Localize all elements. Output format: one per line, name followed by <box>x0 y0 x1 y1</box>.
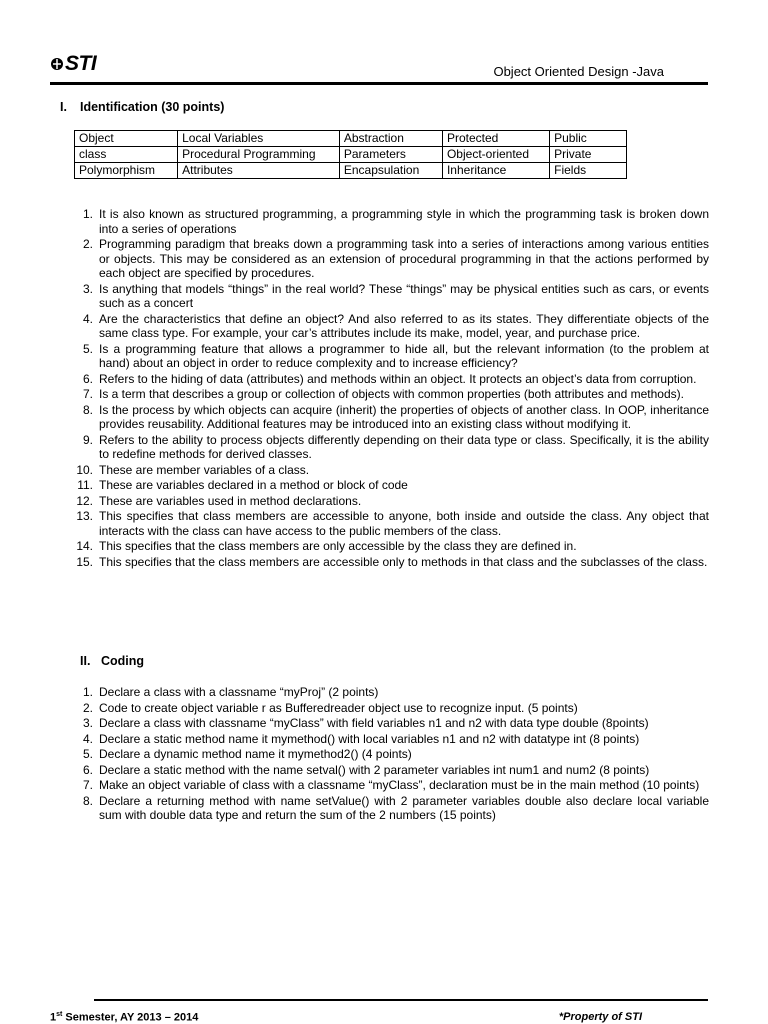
item-text: These are variables declared in a method or block of code <box>99 478 408 492</box>
item-text: Declare a static method name it mymethod() with local variables n1 and n2 with datatype int (8 points) <box>99 731 640 746</box>
header-divider <box>50 82 708 85</box>
item-text: Is the process by which objects can acquire (inherit) the properties of objects of another class. In OOP, inheritance provides reusability. Additional features may be introduced into an existing class without modifying it. <box>99 402 709 431</box>
term-cell: Abstraction <box>339 131 442 147</box>
item-text: Refers to the hiding of data (attributes) and methods within an object. It protects an object’s data from corruption. <box>99 371 697 386</box>
coding-heading <box>80 654 144 668</box>
term-cell: Procedural Programming <box>178 147 340 163</box>
list-item <box>60 282 709 311</box>
list-item <box>60 763 709 778</box>
item-number: 10. <box>76 462 93 477</box>
term-cell: Fields <box>550 163 627 179</box>
item-text: Is anything that models “things” in the real world? These “things” may be physical entities such as cars, or events such as a concert <box>99 281 709 310</box>
list-item <box>60 701 709 716</box>
term-cell: Object <box>75 131 178 147</box>
item-text: Are the characteristics that define an object? And also referred to as its states. They differentiate objects of the same class type. For example, your car’s attributes include its make, model, year, and purchase price. <box>99 311 709 340</box>
identification-number: I. <box>60 100 67 114</box>
item-number: 5. <box>82 341 93 356</box>
item-number: 2. <box>82 700 93 715</box>
item-text: This specifies that the class members are only accessible by the class they are defined in. <box>99 539 577 553</box>
term-cell: Encapsulation <box>339 163 442 179</box>
list-item <box>60 555 709 570</box>
list-item <box>60 747 709 762</box>
document-title: Object Oriented Design -Java <box>493 64 664 79</box>
item-number: 11. <box>77 478 93 492</box>
list-item <box>60 778 709 793</box>
list-item <box>60 372 709 387</box>
terms-row <box>75 147 627 163</box>
item-number: 1. <box>82 207 93 221</box>
term-cell: class <box>75 147 178 163</box>
term-cell: Protected <box>442 131 549 147</box>
list-item <box>60 433 709 462</box>
item-text: Declare a dynamic method name it mymethod2() (4 points) <box>99 747 412 761</box>
item-number: 4. <box>82 731 93 746</box>
term-cell: Private <box>550 147 627 163</box>
semester-text: Semester, AY 2013 – 2014 <box>62 1011 199 1024</box>
item-text: Declare a returning method with name setValue() with 2 parameter variables double also declare local variable sum with double data type and return the sum of the 2 numbers (15 points) <box>99 793 709 822</box>
item-text: These are member variables of a class. <box>99 462 310 477</box>
term-cell: Public <box>550 131 627 147</box>
footer-property: *Property of STI <box>558 1011 642 1023</box>
list-item <box>60 794 709 823</box>
list-item <box>60 237 709 281</box>
item-number: 3. <box>82 716 93 730</box>
item-text: Make an object variable of class with a classname “myClass”, declaration must be in the main method (10 points) <box>99 778 700 792</box>
sti-logo <box>50 52 96 76</box>
term-cell: Inheritance <box>442 163 549 179</box>
item-number: 9. <box>82 432 93 447</box>
item-number: 3. <box>82 281 93 296</box>
item-text: Programming paradigm that breaks down a programming task into a series of interactions among various entities or objects. This may be considered as an extension of procedural programming in that the actions performed by each object are specified by procedures. <box>99 237 709 280</box>
identification-title: Identification (30 points) <box>80 100 225 114</box>
list-item <box>60 494 709 509</box>
list-item <box>60 312 709 341</box>
item-number: 13. <box>76 509 93 523</box>
item-text: This specifies that the class members are accessible only to methods in that class and the subclasses of the class. <box>99 554 708 569</box>
list-item <box>60 539 709 554</box>
term-cell: Object-oriented <box>442 147 549 163</box>
coding-list <box>60 685 709 824</box>
sti-logo-icon <box>50 56 64 72</box>
term-cell: Polymorphism <box>75 163 178 179</box>
term-cell: Parameters <box>339 147 442 163</box>
item-text: This specifies that class members are accessible to anyone, both inside and outside the class. Any object that interacts with the class can have access to the public members of the class. <box>99 509 709 538</box>
list-item <box>60 342 709 371</box>
item-number: 1. <box>82 685 93 699</box>
list-item <box>60 685 709 700</box>
terms-row <box>75 163 627 179</box>
item-text: Is a term that describes a group or collection of objects with common properties (both attributes and methods). <box>99 387 684 401</box>
term-cell: Attributes <box>178 163 340 179</box>
item-text: Is a programming feature that allows a programmer to hide all, but the relevant information (to the problem at hand) about an object in order to reduce complexity and to increase efficiency? <box>99 341 709 370</box>
coding-number: II. <box>80 654 91 668</box>
item-number: 2. <box>82 237 93 251</box>
item-number: 7. <box>82 387 93 401</box>
footer-semester <box>50 1011 198 1024</box>
list-item <box>60 732 709 747</box>
item-text: These are variables used in method declarations. <box>99 493 362 508</box>
item-text: It is also known as structured programming, a programming style in which the programming task is broken down into a series of operations <box>99 207 709 236</box>
identification-list <box>60 207 709 570</box>
list-item <box>60 207 709 236</box>
logo-text: STI <box>65 52 97 75</box>
terms-row <box>75 131 627 147</box>
item-text: Declare a class with a classname “myProj” (2 points) <box>99 685 379 699</box>
list-item <box>60 387 709 402</box>
item-number: 15. <box>76 554 93 569</box>
item-number: 7. <box>82 778 93 792</box>
term-cell: Local Variables <box>178 131 340 147</box>
item-number: 4. <box>82 311 93 326</box>
item-text: Refers to the ability to process objects differently depending on their data type or class. Specifically, it is the ability to redefine methods for derived classes. <box>99 432 709 461</box>
semester-number: 1 <box>50 1011 57 1024</box>
item-number: 6. <box>82 762 93 777</box>
list-item <box>60 403 709 432</box>
list-item <box>60 509 709 538</box>
item-number: 6. <box>82 371 93 386</box>
semester-ordinal: st <box>56 1011 63 1018</box>
item-number: 14. <box>76 539 93 553</box>
item-text: Declare a class with classname “myClass” with field variables n1 and n2 with data type double (8points) <box>99 716 649 730</box>
list-item <box>60 478 709 493</box>
coding-title: Coding <box>101 654 145 668</box>
item-text: Code to create object variable r as Bufferedreader object use to recognize input. (5 points) <box>99 700 578 715</box>
list-item <box>60 716 709 731</box>
footer-divider <box>94 999 708 1001</box>
identification-heading <box>60 100 224 114</box>
item-number: 12. <box>76 493 93 508</box>
list-item <box>60 463 709 478</box>
item-number: 5. <box>82 747 93 761</box>
terms-table <box>74 130 627 179</box>
item-number: 8. <box>82 793 93 808</box>
item-text: Declare a static method with the name setval() with 2 parameter variables int num1 and num2 (8 points) <box>99 762 650 777</box>
item-number: 8. <box>82 402 93 417</box>
